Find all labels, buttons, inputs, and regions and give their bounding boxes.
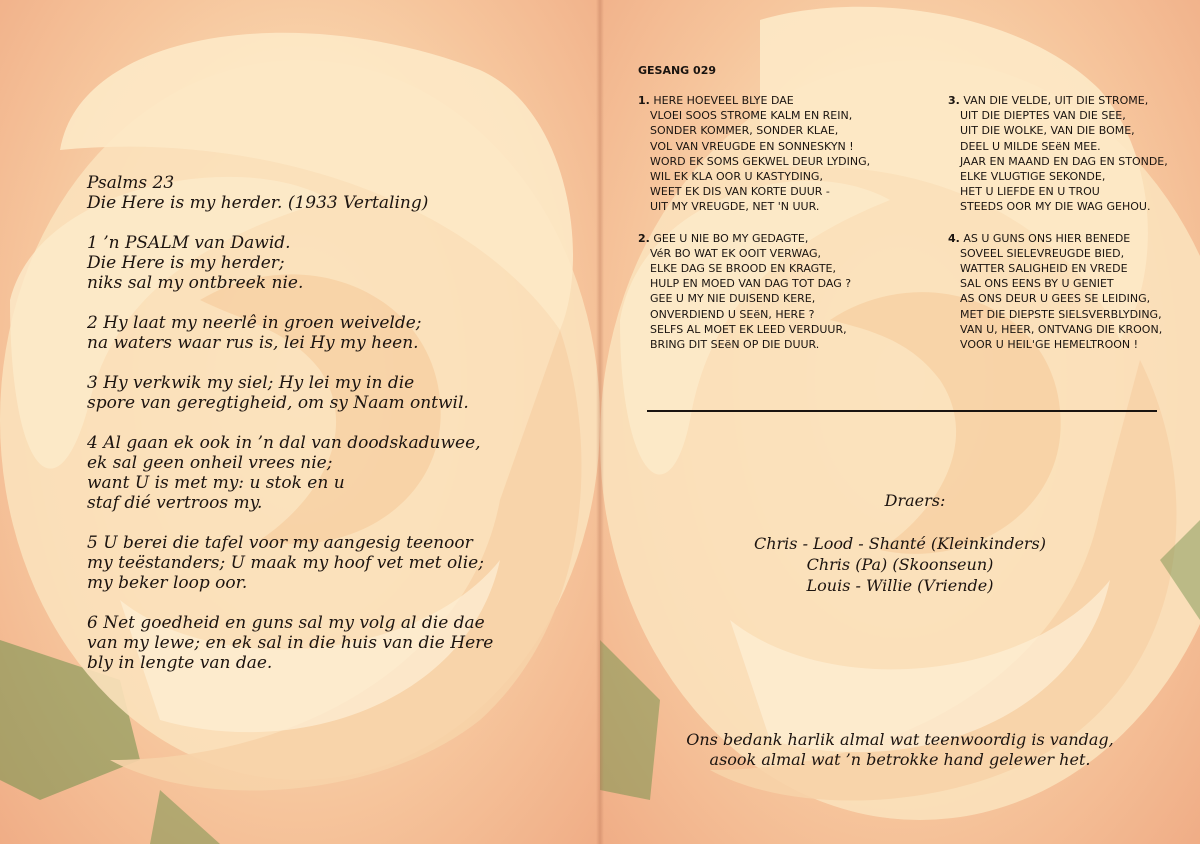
verse-line: ek sal geen onheil vrees nie; [87,453,333,473]
verse-line: niks sal my ontbreek nie. [87,273,304,293]
stanza-line: GEE U MY NIE DUISEND KERE, [650,292,816,306]
stanza-line: AS ONS DEUR U GEES SE LEIDING, [960,292,1151,306]
psalm-subtitle: Die Here is my herder. (1933 Vertaling) [87,193,429,213]
stanza-line: VOL VAN VREUGDE EN SONNESKYN ! [650,139,854,153]
verse-line: bly in lengte van dae. [87,653,273,673]
stanza-line: UIT DIE WOLKE, VAN DIE BOME, [960,124,1135,138]
verse-line: 6 Net goedheid en guns sal my volg al die dae [87,613,485,633]
stanza-line: BRING DIT SEëN OP DIE DUUR. [650,338,820,352]
stanza-line: SONDER KOMMER, SONDER KLAE, [650,124,839,138]
thanks-line: Ons bedank harlik almal wat teenwoordig is vandag, [686,730,1114,749]
stanza-line: SELFS AL MOET EK LEED VERDUUR, [650,322,847,336]
hymn-title: GESANG 029 [638,64,717,77]
verse-line: Die Here is my herder; [87,253,285,273]
verse-line: na waters waar rus is, lei Hy my heen. [87,333,419,353]
hymn-stanza-1 [638,93,908,215]
stanza-line-text: AS U GUNS ONS HIER BENEDE [963,231,1131,245]
verse-line: van my lewe; en ek sal in die huis van die Here [87,633,494,653]
stanza-line: STEEDS OOR MY DIE WAG GEHOU. [960,200,1151,214]
divider-line [647,410,1157,412]
verse-line: spore van geregtigheid, om sy Naam ontwil. [87,393,469,413]
hymn-block [638,64,1178,368]
stanza-line [948,231,1178,246]
stanza-line-text: HERE HOEVEEL BLYE DAE [653,94,794,107]
stanza-line: WORD EK SOMS GEKWEL DEUR LYDING, [650,154,871,168]
verse-line: 1 ’n PSALM van Dawid. [87,233,291,253]
stanza-line: WEET EK DIS VAN KORTE DUUR - [650,185,830,199]
stanza-line-text: GEE U NIE BO MY GEDAGTE, [653,231,809,245]
verse-line: 3 Hy verkwik my siel; Hy lei my in die [87,373,415,393]
hymn-column-left [638,93,908,368]
thanks-line: asook almal wat ’n betrokke hand gelewer het. [709,750,1091,769]
stanza-number: 3. [948,94,960,107]
psalm-verse-5 [87,533,507,593]
stanza-line: JAAR EN MAAND EN DAG EN STONDE, [960,154,1168,168]
stanza-line: ONVERDIEND U SEëN, HERE ? [650,307,815,321]
stanza-number: 2. [638,231,650,245]
stanza-line: ELKE DAG SE BROOD EN KRAGTE, [650,262,836,276]
stanza-line [638,93,908,108]
stanza-line: SOVEEL SIELEVREUGDE BIED, [960,246,1125,260]
hymn-stanza-4 [948,231,1178,353]
stanza-line: MET DIE DIEPSTE SIELSVERBLYDING, [960,307,1162,321]
psalm-verse-6 [87,613,507,673]
stanza-number: 4. [948,231,960,245]
stanza-line: HULP EN MOED VAN DAG TOT DAG ? [650,277,852,291]
stanza-line: VOOR U HEIL'GE HEMELTROON ! [960,338,1139,352]
psalm-verse-3 [87,373,507,413]
right-page [600,0,1200,844]
psalm-verse-2 [87,313,507,353]
bearer-line: Chris - Lood - Shanté (Kleinkinders) [753,534,1047,553]
psalm-heading [87,173,507,213]
stanza-line [638,231,908,246]
psalm-title: Psalms 23 [87,173,175,193]
stanza-line-text: VAN DIE VELDE, UIT DIE STROME, [963,94,1149,107]
verse-line: want U is met my: u stok en u [87,473,345,493]
verse-line: 2 Hy laat my neerlê in groen weivelde; [87,313,422,333]
stanza-line: VAN U, HEER, ONTVANG DIE KROON, [960,322,1163,336]
verse-line: 5 U berei die tafel voor my aangesig teenoor [87,533,473,553]
verse-line: staf dié vertroos my. [87,493,263,513]
bearers-title: Draers: [884,491,946,510]
bearers-block [600,490,1200,596]
verse-line: my beker loop oor. [87,573,248,593]
stanza-line: DEEL U MILDE SEëN MEE. [960,139,1101,153]
stanza-line: ELKE VLUGTIGE SEKONDE, [960,170,1106,184]
hymn-columns [638,93,1178,368]
stanza-number: 1. [638,94,650,107]
hymn-stanza-3 [948,93,1178,215]
bearer-line: Chris (Pa) (Skoonseun) [806,555,994,574]
stanza-line [948,93,1178,108]
verse-line: 4 Al gaan ek ook in ’n dal van doodskaduwee, [87,433,481,453]
thanks-message [600,730,1200,770]
stanza-line: WIL EK KLA OOR U KASTYDING, [650,170,823,184]
stanza-line: WATTER SALIGHEID EN VREDE [960,262,1128,276]
hymn-column-right [948,93,1178,368]
bearer-line: Louis - Willie (Vriende) [806,576,994,595]
psalm-23-text [87,173,507,693]
verse-line: my teëstanders; U maak my hoof vet met olie; [87,553,484,573]
stanza-line: HET U LIEFDE EN U TROU [960,185,1100,199]
stanza-line: UIT MY VREUGDE, NET 'N UUR. [650,200,820,214]
page-fold [596,0,604,844]
stanza-line: UIT DIE DIEPTES VAN DIE SEE, [960,109,1126,123]
psalm-verse-1 [87,233,507,293]
stanza-line: VLOEI SOOS STROME KALM EN REIN, [650,109,853,123]
stanza-line: VéR BO WAT EK OOIT VERWAG, [650,246,821,260]
hymn-stanza-2 [638,231,908,353]
psalm-verse-4 [87,433,507,513]
stanza-line: SAL ONS EENS BY U GENIET [960,277,1114,291]
